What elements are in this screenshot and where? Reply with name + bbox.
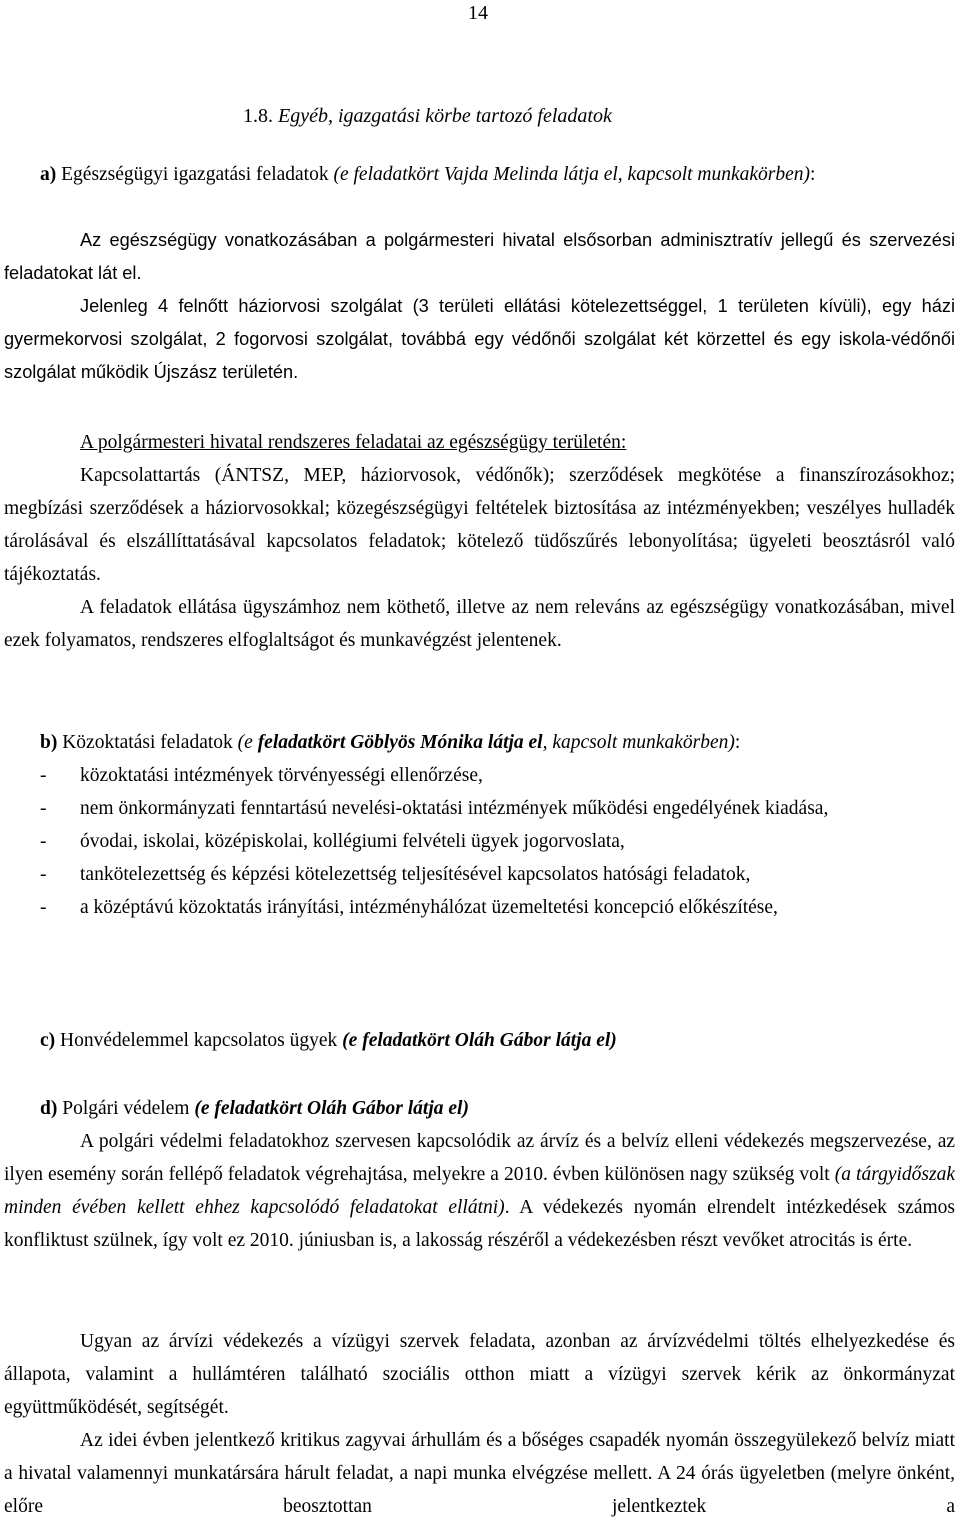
list-dash: - (40, 798, 47, 819)
section-d-responsible: (e feladatkört Oláh Gábor látja el) (194, 1098, 469, 1119)
list-dash: - (40, 765, 47, 786)
section-heading (243, 104, 612, 128)
section-a-letter: a) (40, 164, 57, 185)
list-item: - tankötelezettség és képzési kötelezettség teljesítésével kapcsolatos hatósági feladatok, (40, 858, 955, 891)
section-d-letter: d) (40, 1098, 58, 1119)
section-d-flood-defence: A polgári védelmi feladatokhoz szervesen kapcsolódik az árvíz és a belvíz elleni védekezés megszervezése, az ilyen esemény során fellépő feladatok végrehajtása, melyekre a 2010. évben különösen nagy szükség volt (a tárgyidőszak minden évében kellett ehhez kapcsolódó feladatokat ellátni). A védekezés nyomán elrendelt intézkedések számos konfliktust szülnek, így volt ez 2010. júniusban is, a lakosság részéről a védekezésben részt vevőket atrocitás is érte. (4, 1131, 955, 1251)
section-b-list (40, 759, 955, 924)
list-item: - nem önkormányzati fenntartású nevelési-oktatási intézmények működési engedélyének kiadása, (40, 792, 955, 825)
section-a-duties: Kapcsolattartás (ÁNTSZ, MEP, háziorvosok, védőnők); szerződések megkötése a finanszírozásokhoz; megbízási szerződések a háziorvosokkal; közegészségügyi feltételek biztosítása az intézményekben; veszélyes hulladék tárolásával és elszállíttatásával kapcsolatos feladatok; kötelező tüdőszűrés lebonyolítása; ügyeleti beosztásról való tájékoztatás. (4, 465, 955, 585)
list-item: - óvodai, iskolai, középiskolai, kollégiumi felvételi ügyek jogorvoslata, (40, 825, 955, 858)
list-dash: - (40, 864, 47, 885)
section-b-letter: b) (40, 732, 58, 753)
section-a-duties-heading: A polgármesteri hivatal rendszeres feladatai az egészségügy területén: (80, 432, 627, 453)
section-c-title: c) Honvédelemmel kapcsolatos ügyek (e feladatkört Oláh Gábor látja el) (40, 1030, 617, 1051)
section-b-responsible: feladatkört Göblyös Mónika látja el (257, 732, 543, 753)
section-a-title: a) Egészségügyi igazgatási feladatok (e feladatkört Vajda Melinda látja el, kapcsolt munkakörben): (40, 164, 816, 185)
section-d-water-authority: Ugyan az árvízi védekezés a vízügyi szervek feladata, azonban az árvízvédelmi töltés elhelyezkedése és állapota, valamint a hullámtéren található szociális otthon miatt a vízügyi szervek kérik az önkormányzat együttműködését, segítségét. (4, 1331, 955, 1418)
section-b-title: b) Közoktatási feladatok (e feladatkört Göblyös Mónika látja el, kapcsolt munkakörben): (40, 732, 741, 753)
section-d-title: d) Polgári védelem (e feladatkört Oláh Gábor látja el) (40, 1098, 469, 1119)
section-c-responsible: (e feladatkört Oláh Gábor látja el) (342, 1030, 617, 1051)
list-dash: - (40, 897, 47, 918)
section-a-note: A feladatok ellátása ügyszámhoz nem köthető, illetve az nem releváns az egészségügy vonatkozásában, mivel ezek folyamatos, rendszeres elfoglaltságot és munkavégzést jelentenek. (4, 597, 955, 651)
list-dash: - (40, 831, 47, 852)
section-heading-title: Egyéb, igazgatási körbe tartozó feladatok (278, 105, 612, 127)
section-heading-number: 1.8. (243, 105, 273, 127)
page-number: 14 (468, 2, 488, 24)
section-d-current-year: Az idei évben jelentkező kritikus zagyvai árhullám és a bőséges csapadék nyomán összegyülekező belvíz miatt a hivatal valamennyi munkatársára hárult feladat, a napi munka elvégzése mellett. A 24 órás ügyeletben (melyre önként, előre beosztottan jelentkeztek a (4, 1430, 955, 1517)
section-a-services: Jelenleg 4 felnőtt háziorvosi szolgálat (3 területi ellátási kötelezettséggel, 1 területen kívüli), egy házi gyermekorvosi szolgálat, 2 fogorvosi szolgálat, továbbá egy védőnői szolgálat két körzettel és egy iskola-védőnői szolgálat működik Újszász területén. (4, 296, 955, 382)
list-item: - a középtávú közoktatás irányítási, intézményhálózat üzemeltetési koncepció előkészítése, (40, 891, 955, 924)
list-item: - közoktatási intézmények törvényességi ellenőrzése, (40, 759, 955, 792)
section-a-intro: Az egészségügy vonatkozásában a polgármesteri hivatal elsősorban adminisztratív jellegű és szervezési feladatokat lát el. (4, 230, 955, 283)
section-c-letter: c) (40, 1030, 56, 1051)
section-a-responsible: (e feladatkört Vajda Melinda látja el, kapcsolt munkakörben) (333, 164, 811, 185)
